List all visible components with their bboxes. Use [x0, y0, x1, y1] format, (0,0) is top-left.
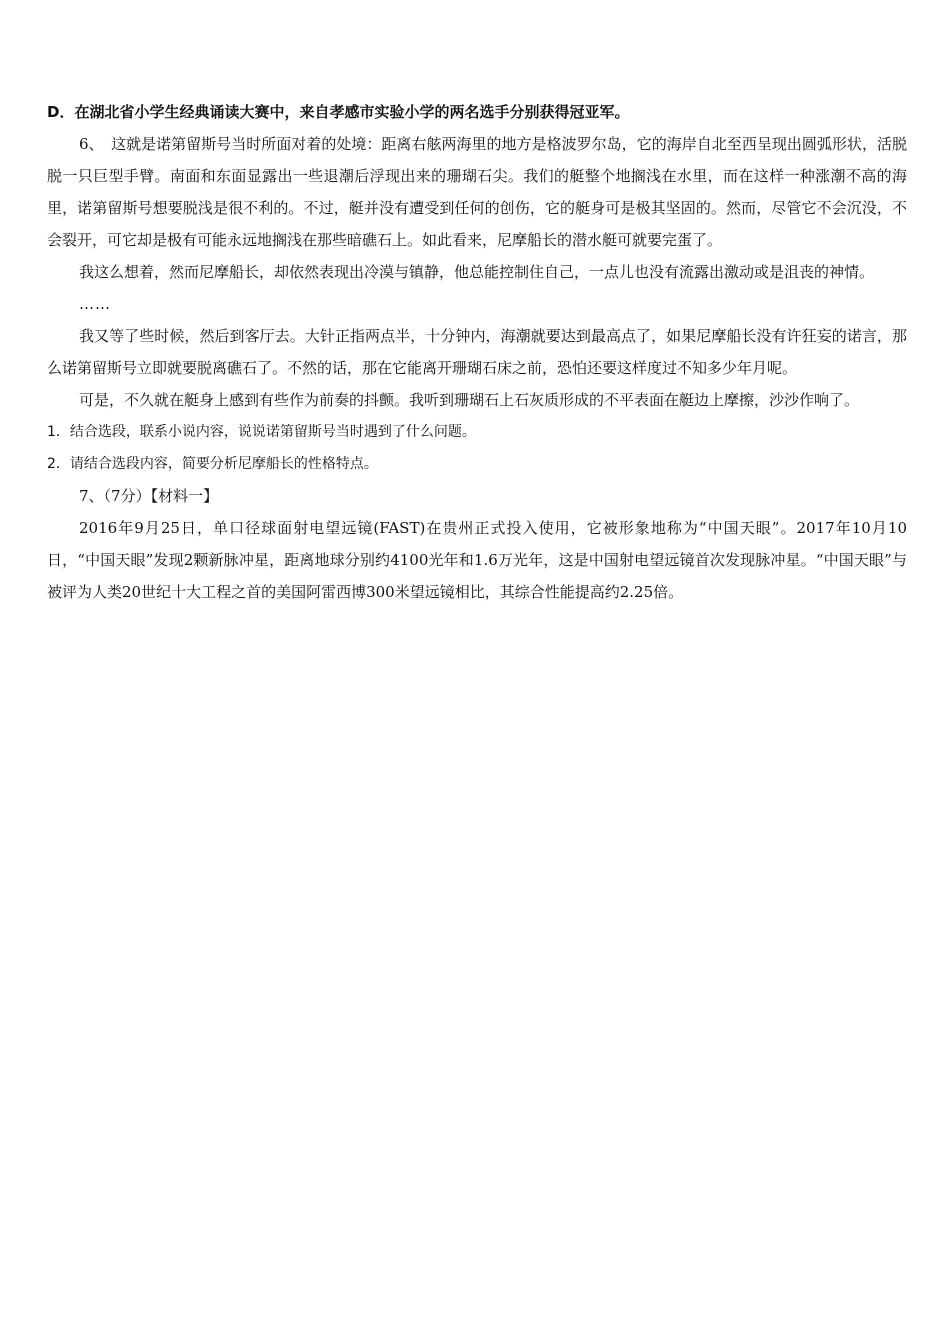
- question-6-subquestion-2: 2．请结合选段内容，简要分析尼摩船长的性格特点。: [47, 456, 378, 472]
- question-6-paragraph-1: 6、 这就是诺第留斯号当时所面对着的处境：距离右舷两海里的地方是格波罗尔岛，它的海岸自北至西呈现出圆弧形状，活脱脱一只巨型手臂。南面和东面显露出一些退潮后浮现出来的珊瑚石尖。我们的艇整个地搁浅在水里，而在这样一种涨潮不高的海里，诺第留斯号想要脱浅是很不利的。不过，艇并没有遭受到任何的创伤，它的艇身可是极其坚固的。然而，尽管它不会沉没，不会裂开，可它却是极有可能永远地搁浅在那些暗礁石上。如此看来，尼摩船长的潜水艇可就要完蛋了。: [47, 135, 907, 249]
- question-7-material-1: 2016年9月25日，单口径球面射电望远镜(FAST)在贵州正式投入使用，它被形象地称为“中国天眼”。2017年10月10日，“中国天眼”发现2颗新脉冲星，距离地球分别约4100光年和1.6万光年，这是中国射电望远镜首次发现脉冲星。“中国天眼”与被评为人类20世纪十大工程之首的美国阿雷西博300米望远镜相比，其综合性能提高约2.25倍。: [47, 519, 907, 601]
- question-6-paragraph-4: 可是，不久就在艇身上感到有些作为前奏的抖颤。我听到珊瑚石上石灰质形成的不平表面在艇边上摩擦，沙沙作响了。: [79, 391, 860, 409]
- question-6-paragraph-3: 我又等了些时候，然后到客厅去。大针正指两点半，十分钟内，海潮就要达到最高点了，如果尼摩船长没有许狂妄的诺言，那么诺第留斯号立即就要脱离礁石了。不然的话，那在它能离开珊瑚石床之前，恐怕还要这样度过不知多少年月呢。: [47, 327, 907, 377]
- question-7-heading: 7、（7分）【材料一】: [79, 487, 219, 505]
- question-6-paragraph-2: 我这么想着，然而尼摩船长，却依然表现出冷漠与镇静，他总能控制住自己，一点儿也没有流露出激动或是沮丧的神情。: [79, 263, 875, 281]
- option-d: D．在湖北省小学生经典诵读大赛中，来自孝感市实验小学的两名选手分别获得冠亚军。: [47, 103, 630, 121]
- question-6-subquestion-1: 1．结合选段，联系小说内容，说说诺第留斯号当时遇到了什么问题。: [47, 424, 476, 440]
- ellipsis: ……: [79, 295, 111, 313]
- document-page: [47, 96, 907, 608]
